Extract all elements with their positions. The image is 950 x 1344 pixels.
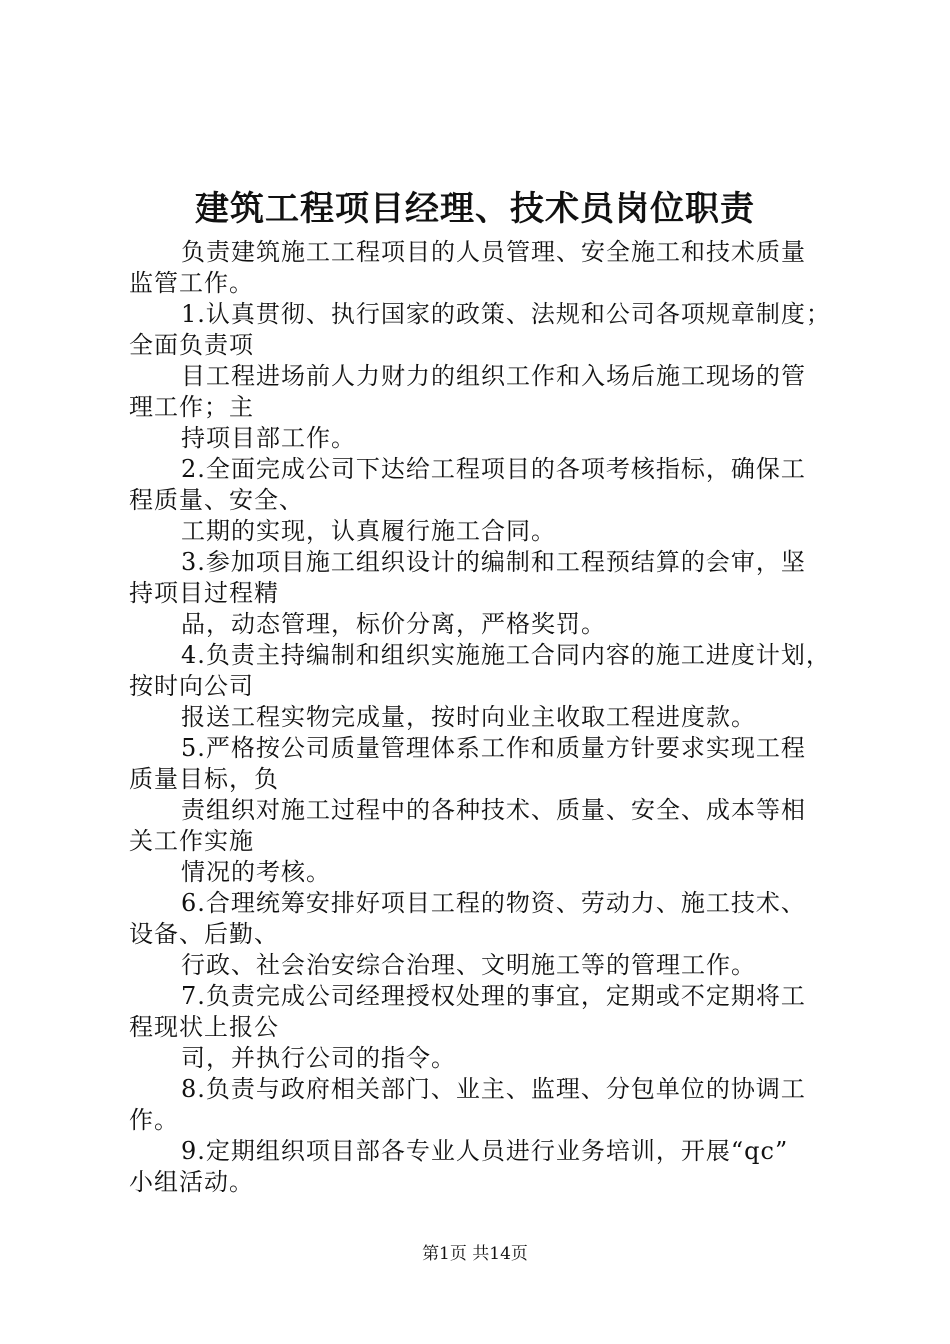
text-line: 设备、后勤、 [129,920,279,948]
text-line: 品，动态管理，标价分离，严格奖罚。 [181,610,606,638]
text-line: 工期的实现，认真履行施工合同。 [181,517,556,545]
text-line: 目工程进场前人力财力的组织工作和入场后施工现场的管 [181,362,806,390]
text-line: 作。 [129,1106,179,1134]
text-line: 9.定期组织项目部各专业人员进行业务培训，开展“qc” [181,1137,789,1165]
text-line: 7.负责完成公司经理授权处理的事宜，定期或不定期将工 [181,982,806,1010]
text-line: 8.负责与政府相关部门、业主、监理、分包单位的协调工 [181,1075,806,1103]
text-line: 情况的考核。 [181,858,331,886]
text-line: 6.合理统筹安排好项目工程的物资、劳动力、施工技术、 [181,889,806,917]
text-line: 按时向公司 [129,672,254,700]
text-line: 3.参加项目施工组织设计的编制和工程预结算的会审，坚 [181,548,806,576]
text-line: 5.严格按公司质量管理体系工作和质量方针要求实现工程 [181,734,806,762]
text-line: 持项目部工作。 [181,424,356,452]
text-line: 责组织对施工过程中的各种技术、质量、安全、成本等相 [181,796,806,824]
text-line: 关工作实施 [129,827,254,855]
page-title: 建筑工程项目经理、技术员岗位职责 [195,189,755,229]
text-line: 全面负责项 [129,331,254,359]
text-line: 理工作；主 [129,393,254,421]
text-line: 2.全面完成公司下达给工程项目的各项考核指标，确保工 [181,455,806,483]
text-line: 质量目标，负 [129,765,279,793]
text-line: 报送工程实物完成量，按时向业主收取工程进度款。 [181,703,756,731]
text-line: 负责建筑施工工程项目的人员管理、安全施工和技术质量 [181,238,806,266]
page-number-footer: 第1页 共14页 [422,1244,528,1264]
text-line: 持项目过程精 [129,579,279,607]
text-line: 程质量、安全、 [129,486,304,514]
text-line: 行政、社会治安综合治理、文明施工等的管理工作。 [181,951,756,979]
text-line: 司，并执行公司的指令。 [181,1044,456,1072]
text-line: 4.负责主持编制和组织实施施工合同内容的施工进度计划， [181,641,831,669]
text-line: 小组活动。 [129,1168,254,1196]
text-line: 1.认真贯彻、执行国家的政策、法规和公司各项规章制度； [181,300,831,328]
text-line: 程现状上报公 [129,1013,279,1041]
document-body [129,237,841,1198]
text-line: 监管工作。 [129,269,254,297]
